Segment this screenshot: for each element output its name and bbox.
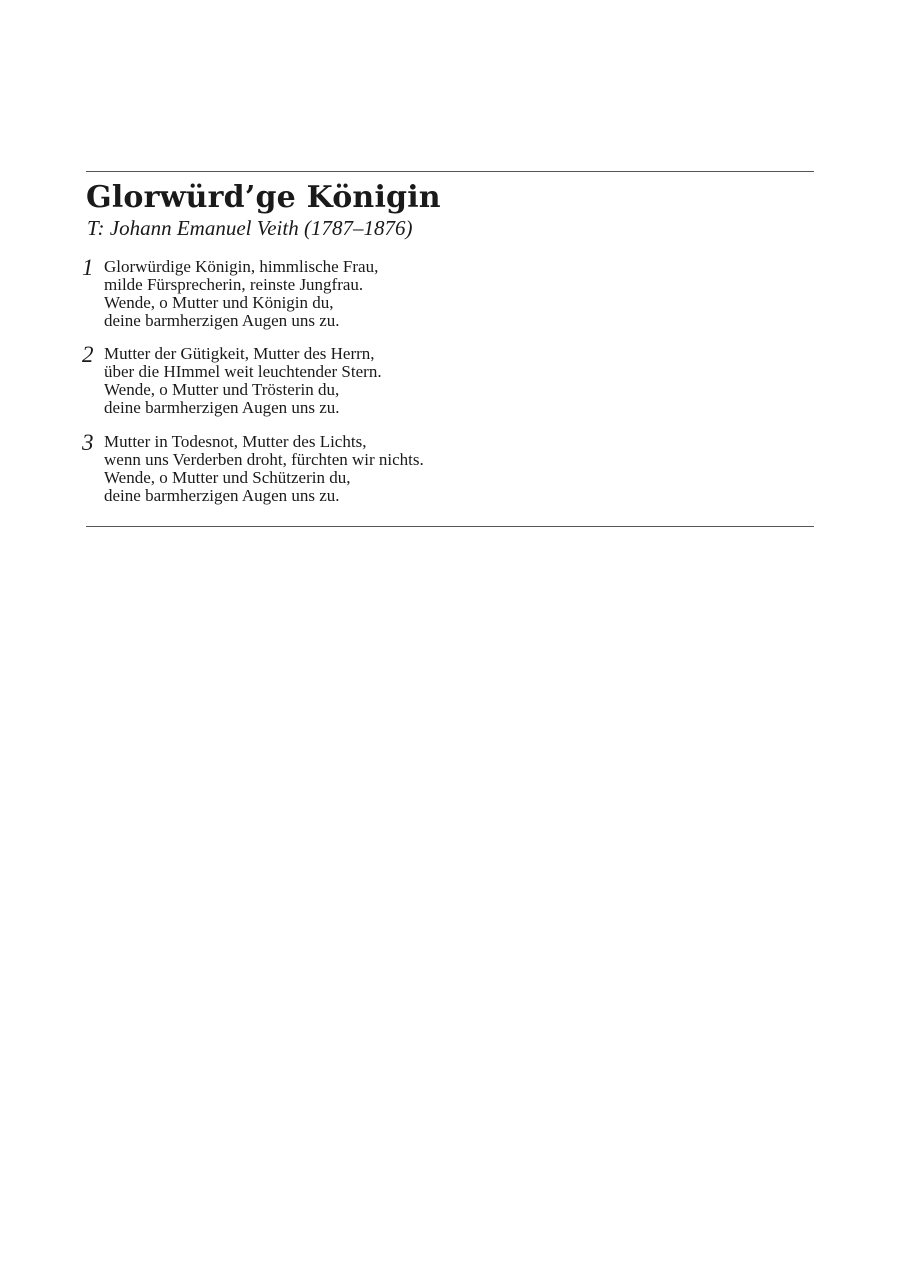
song-title: Glorwürd’ge Königin — [86, 180, 441, 215]
bottom-rule — [86, 526, 814, 527]
verse-line: Wende, o Mutter und Königin du, — [104, 293, 334, 312]
verse-line: Wende, o Mutter und Schützerin du, — [104, 468, 351, 487]
verse-line: Mutter in Todesnot, Mutter des Lichts, — [104, 432, 367, 451]
verse-line: deine barmherzigen Augen uns zu. — [104, 486, 340, 505]
verse-line: über die HImmel weit leuchtender Stern. — [104, 362, 382, 381]
verse-line: Wende, o Mutter und Trösterin du, — [104, 380, 340, 399]
verse-line: Glorwürdige Königin, himmlische Frau, — [104, 257, 379, 276]
verse-line: wenn uns Verderben droht, fürchten wir nichts. — [104, 450, 424, 469]
verse-lines — [104, 258, 378, 330]
verse-line: deine barmherzigen Augen uns zu. — [104, 398, 340, 417]
verse-number: 1 — [82, 255, 94, 280]
verse-number: 2 — [82, 342, 94, 367]
verse-lines — [104, 433, 424, 505]
top-rule — [86, 171, 814, 172]
verse-number: 3 — [82, 430, 94, 455]
verse-line: deine barmherzigen Augen uns zu. — [104, 311, 340, 330]
verse-line: Mutter der Gütigkeit, Mutter des Herrn, — [104, 344, 375, 363]
verse-lines — [104, 345, 382, 417]
verse-line: milde Fürsprecherin, reinste Jungfrau. — [104, 275, 364, 294]
author-credit: T: Johann Emanuel Veith (1787–1876) — [87, 216, 413, 240]
